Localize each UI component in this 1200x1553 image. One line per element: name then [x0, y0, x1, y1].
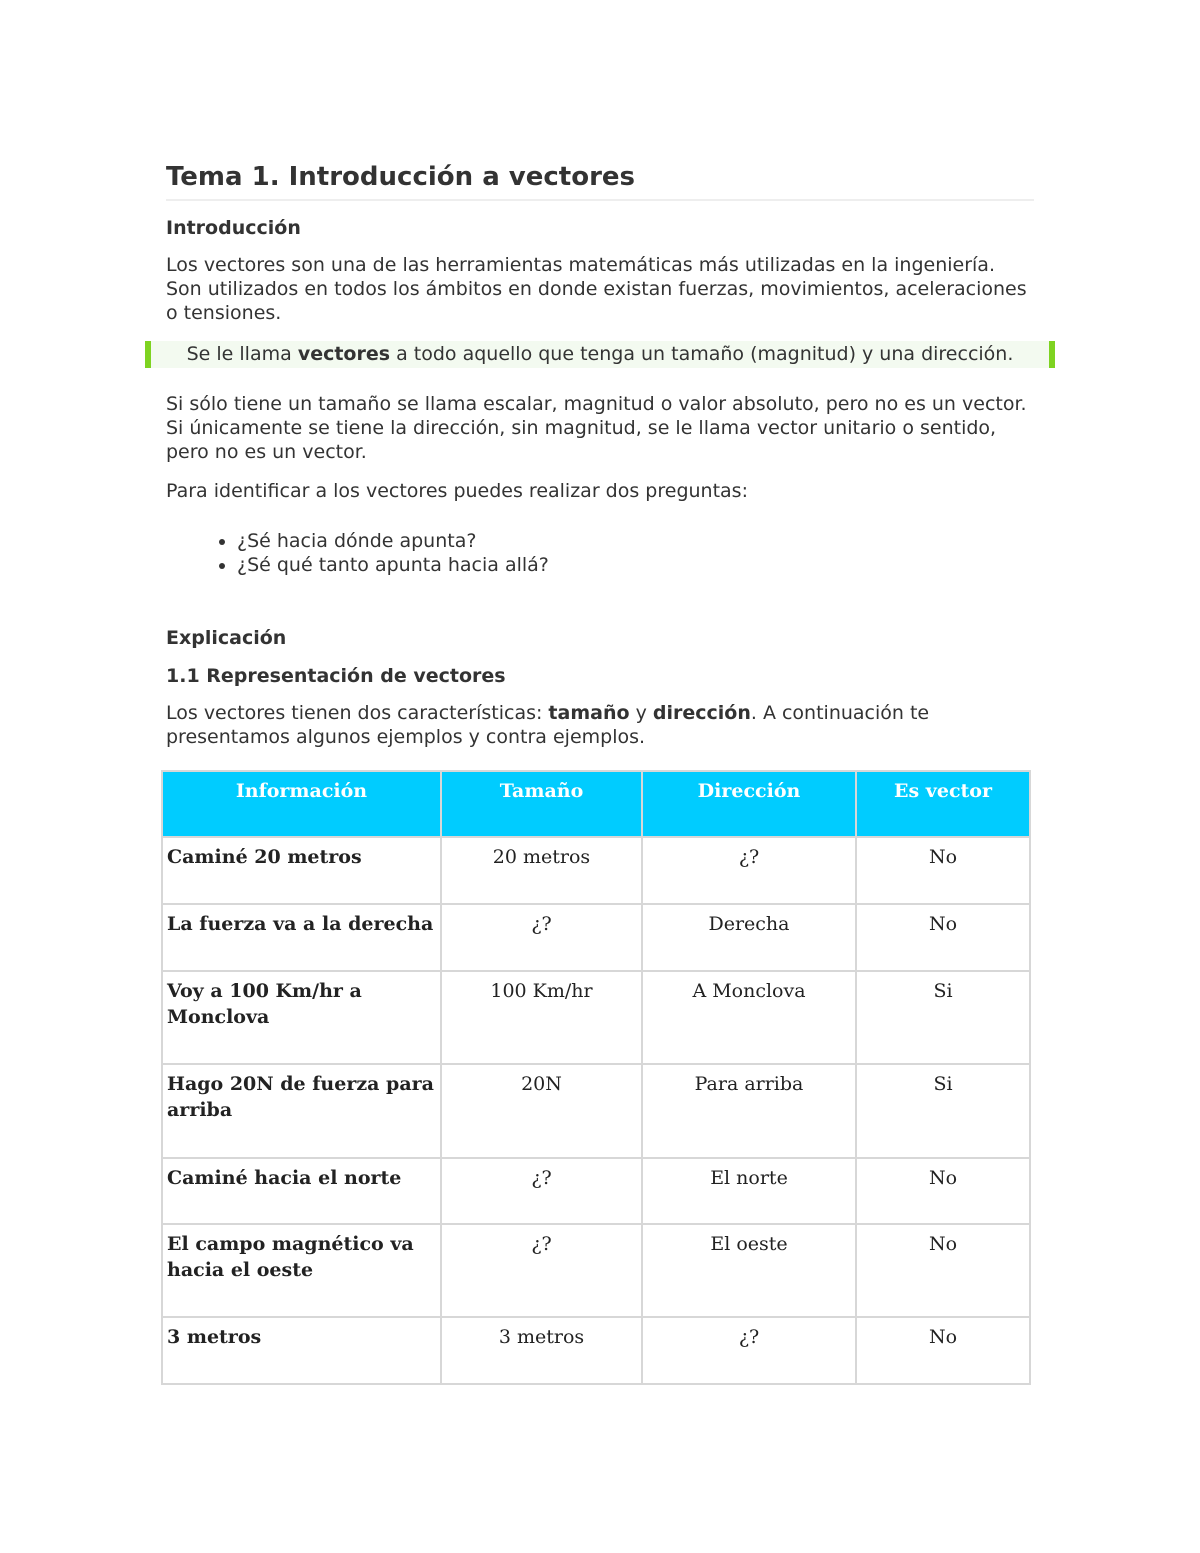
callout-text-after: a todo aquello que tenga un tamaño (magnitud) y una dirección. [390, 343, 1014, 365]
list-item: • ¿Sé hacia dónde apunta? [237, 529, 1034, 553]
table-cell: El oeste [642, 1224, 856, 1317]
questions-list [166, 529, 1034, 577]
table-row [162, 1064, 1030, 1158]
intro-heading: Introducción [166, 217, 301, 239]
table-row [162, 1224, 1030, 1317]
explanation-heading: Explicación [166, 627, 287, 649]
table-cell: 20N [441, 1064, 642, 1158]
header-direccion: Dirección [642, 771, 856, 837]
table-cell: No [856, 1224, 1030, 1317]
table-cell: Si [856, 1064, 1030, 1158]
table-cell: ¿? [642, 1317, 856, 1384]
header-es-vector: Es vector [856, 771, 1030, 837]
table-cell: Voy a 100 Km/hr a Monclova [162, 971, 441, 1064]
callout-bold-term: vectores [297, 343, 391, 365]
table-cell: No [856, 1158, 1030, 1224]
vector-examples-table [161, 770, 1031, 1385]
table-cell: Si [856, 971, 1030, 1064]
table-cell: No [856, 1317, 1030, 1384]
scalar-paragraph: Si sólo tiene un tamaño se llama escalar, magnitud o valor absoluto, pero no es un vector. Si únicamente se tiene la dirección, sin magnitud, se le llama vector unitario o sentido, pero no es un vector. [166, 393, 1027, 463]
table-cell: Para arriba [642, 1064, 856, 1158]
repr-bold-direction: dirección [652, 702, 751, 724]
table-cell: Caminé hacia el norte [162, 1158, 441, 1224]
header-informacion: Información [162, 771, 441, 837]
table-cell: La fuerza va a la derecha [162, 904, 441, 971]
table-cell: ¿? [441, 1158, 642, 1224]
header-tamano: Tamaño [441, 771, 642, 837]
identify-paragraph: Para identificar a los vectores puedes realizar dos preguntas: [166, 480, 748, 502]
table-cell: 100 Km/hr [441, 971, 642, 1064]
table-cell: 3 metros [441, 1317, 642, 1384]
table-cell: Derecha [642, 904, 856, 971]
repr-bold-size: tamaño [548, 702, 630, 724]
intro-paragraph: Los vectores son una de las herramientas matemáticas más utilizadas en la ingeniería. Son utilizados en todos los ámbitos en donde existan fuerzas, movimientos, aceleraciones o tensiones. [166, 254, 1027, 324]
table-cell: El norte [642, 1158, 856, 1224]
repr-text-mid: y [629, 702, 653, 724]
table-cell: A Monclova [642, 971, 856, 1064]
table-cell: 3 metros [162, 1317, 441, 1384]
table-row [162, 1317, 1030, 1384]
table-row [162, 904, 1030, 971]
section-subheading: 1.1 Representación de vectores [166, 665, 506, 687]
table-cell: El campo magnético va hacia el oeste [162, 1224, 441, 1317]
definition-callout [145, 341, 1055, 368]
callout-text-before: Se le llama [186, 343, 298, 365]
table-header-row [162, 771, 1030, 837]
table-cell: ¿? [642, 837, 856, 904]
page-title: Tema 1. Introducción a vectores [166, 158, 1034, 201]
table-cell: 20 metros [441, 837, 642, 904]
table-cell: ¿? [441, 1224, 642, 1317]
table-row [162, 971, 1030, 1064]
representation-paragraph [166, 701, 1034, 749]
table-row [162, 837, 1030, 904]
list-item: • ¿Sé qué tanto apunta hacia allá? [237, 553, 1034, 577]
table-row [162, 1158, 1030, 1224]
table-cell: No [856, 904, 1030, 971]
repr-text-after: . A continuación te presentamos algunos ejemplos y contra ejemplos. [166, 702, 930, 748]
table-cell: Caminé 20 metros [162, 837, 441, 904]
document-page [166, 158, 1034, 1385]
table-cell: No [856, 837, 1030, 904]
repr-text-before: Los vectores tienen dos características: [166, 702, 549, 724]
table-cell: ¿? [441, 904, 642, 971]
table-cell: Hago 20N de fuerza para arriba [162, 1064, 441, 1158]
